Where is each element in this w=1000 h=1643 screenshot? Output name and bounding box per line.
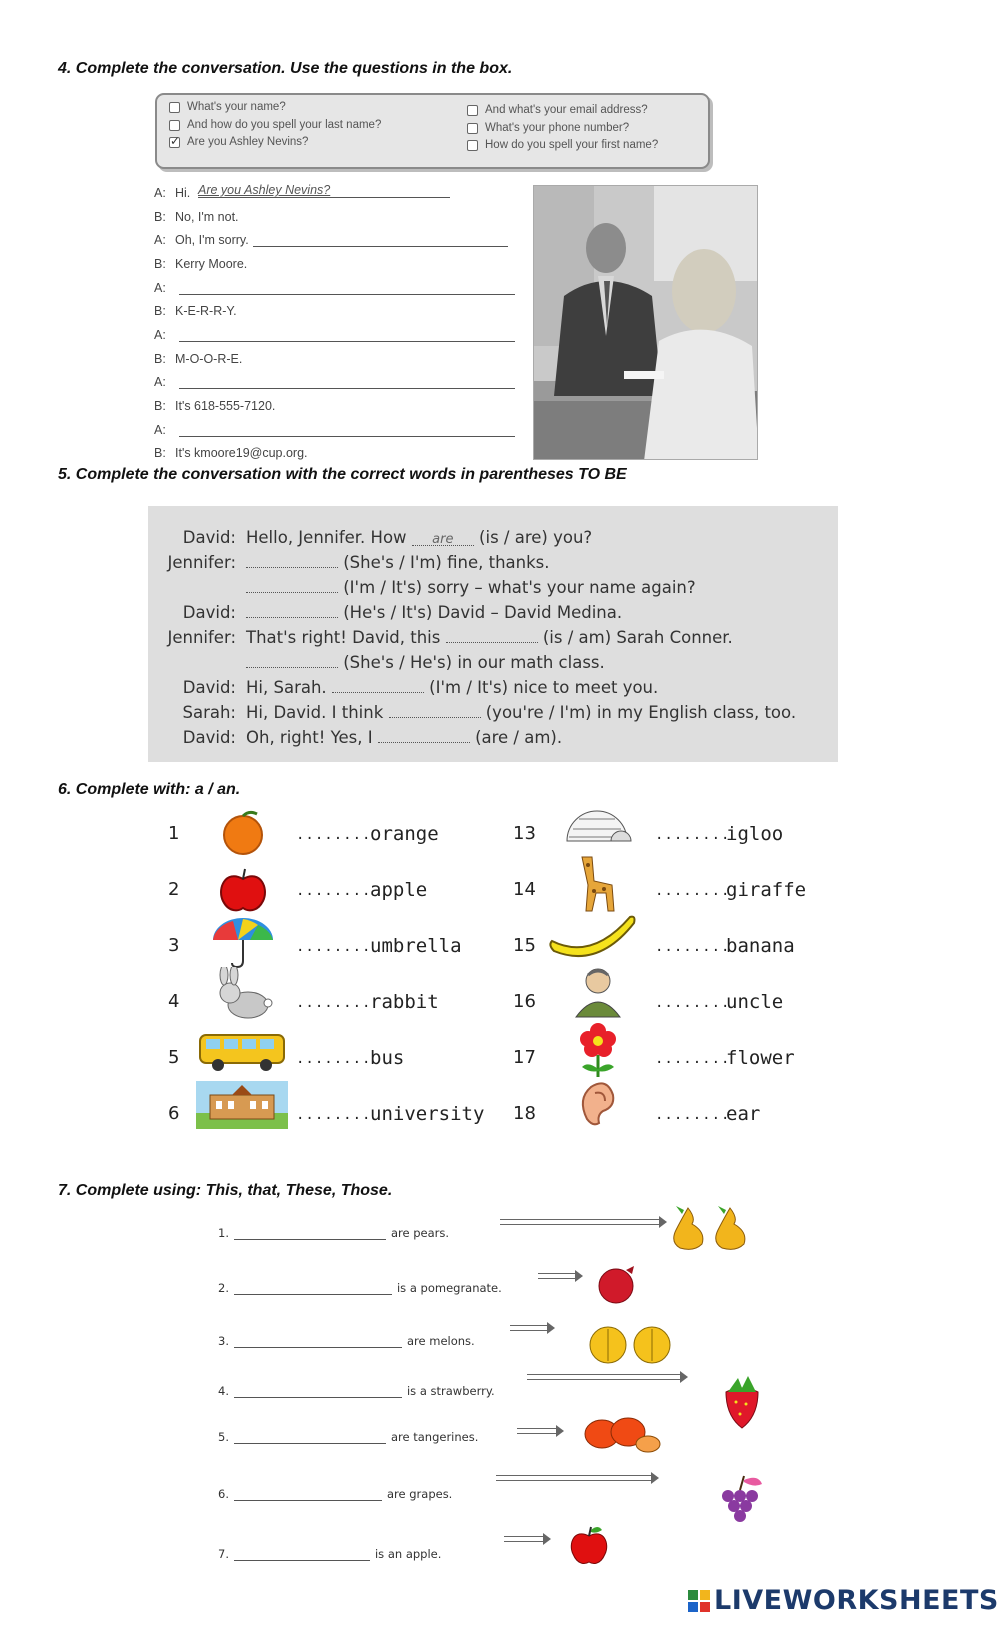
section-6-heading: 6. Complete with: a / an. — [58, 781, 241, 798]
answer-blank[interactable] — [446, 629, 538, 643]
answer-blank[interactable] — [179, 425, 515, 437]
conversation-line: B: M-O-O-R-E. — [154, 352, 243, 366]
arrow — [517, 1428, 557, 1434]
answer-blank[interactable] — [253, 235, 508, 247]
questions-box — [155, 93, 710, 169]
pomegranate-icon — [590, 1262, 646, 1306]
rabbit-icon — [210, 967, 276, 1023]
liveworksheets-logo-icon — [688, 1590, 710, 1612]
checkbox[interactable] — [169, 120, 180, 131]
answer-blank[interactable]: ........ — [655, 1107, 731, 1123]
a-an-exercise: 1 ........ orange 2 ........ apple 3 ........ umbrella 4 ........ rabbit 5 ........ bus 6 ........ university 13 ........ igloo 14 ........ giraffe 15 ........ banana 16 ........ uncle 17 ........ flower 18 ........ ear — [148, 805, 848, 1160]
list-item: 2. is a pomegranate. — [218, 1281, 502, 1295]
answer-blank[interactable]: ........ — [296, 827, 372, 843]
checkbox[interactable] — [169, 102, 180, 113]
conversation-line: B: It's 618-555-7120. — [154, 399, 276, 413]
igloo-icon — [563, 803, 633, 847]
answer-blank[interactable] — [234, 1490, 382, 1501]
question-option[interactable]: What's your name? — [169, 101, 286, 113]
answer-blank[interactable]: ........ — [655, 939, 731, 955]
university-icon — [196, 1081, 288, 1129]
answer-blank[interactable]: ........ — [296, 883, 372, 899]
arrow — [538, 1273, 576, 1279]
arrow — [510, 1325, 548, 1331]
banana-icon — [548, 911, 638, 961]
liveworksheets-logo: LIVEWORKSHEETS — [688, 1585, 999, 1616]
arrow — [527, 1374, 681, 1380]
question-option[interactable]: And how do you spell your last name? — [169, 119, 381, 131]
answer-blank[interactable]: are — [412, 532, 474, 546]
bus-icon — [196, 1029, 288, 1073]
checkbox[interactable] — [467, 105, 478, 116]
conversation-line: B: No, I'm not. — [154, 210, 239, 224]
conversation-line: A: — [154, 281, 515, 295]
checkbox[interactable] — [467, 140, 478, 151]
list-item: 6. are grapes. — [218, 1487, 453, 1501]
section-4-heading: 4. Complete the conversation. Use the questions in the box. — [58, 60, 513, 77]
example-answer: Are you Ashley Nevins? — [198, 183, 450, 198]
answer-blank[interactable] — [234, 1433, 386, 1444]
apple-icon — [213, 865, 273, 915]
answer-blank[interactable] — [246, 604, 338, 618]
list-item: 3. are melons. — [218, 1334, 475, 1348]
answer-blank[interactable] — [234, 1387, 402, 1398]
answer-blank[interactable]: ........ — [655, 1051, 731, 1067]
office-photo — [533, 185, 758, 460]
answer-blank[interactable]: ........ — [655, 995, 731, 1011]
grapes-icon — [714, 1472, 770, 1530]
conversation-line: A: — [154, 423, 515, 437]
conversation-line: A: Hi. — [154, 186, 191, 200]
answer-blank[interactable] — [234, 1550, 370, 1561]
answer-blank[interactable] — [179, 330, 515, 342]
conversation-line: A: — [154, 328, 515, 342]
conversation-line: B: Kerry Moore. — [154, 257, 248, 271]
conversation-line: A: Oh, I'm sorry. — [154, 233, 508, 247]
conversation-line: B: K-E-R-R-Y. — [154, 304, 237, 318]
answer-blank[interactable] — [246, 654, 338, 668]
umbrella-icon — [208, 915, 278, 970]
answer-blank[interactable] — [234, 1229, 386, 1240]
conversation-line: A: — [154, 375, 515, 389]
pears-icon — [668, 1204, 768, 1252]
conversation-line: B: It's kmoore19@cup.org. — [154, 446, 308, 460]
list-item: 1. are pears. — [218, 1226, 450, 1240]
question-option[interactable]: What's your phone number? — [467, 122, 629, 134]
answer-blank[interactable] — [332, 679, 424, 693]
tangerines-icon — [582, 1414, 672, 1456]
ear-icon — [573, 1079, 623, 1129]
answer-blank[interactable] — [179, 283, 515, 295]
checkbox[interactable] — [467, 123, 478, 134]
checkbox-checked[interactable] — [169, 137, 180, 148]
answer-blank[interactable]: ........ — [655, 883, 731, 899]
uncle-icon — [568, 965, 628, 1021]
answer-blank[interactable] — [246, 554, 338, 568]
list-item: 5. are tangerines. — [218, 1430, 479, 1444]
flower-icon — [568, 1021, 628, 1079]
arrow — [496, 1475, 652, 1481]
answer-blank[interactable] — [179, 377, 515, 389]
question-option[interactable]: ✓ Are you Ashley Nevins? — [169, 136, 308, 148]
answer-blank[interactable]: ........ — [296, 939, 372, 955]
answer-blank[interactable] — [246, 579, 338, 593]
arrow — [504, 1536, 544, 1542]
answer-blank[interactable]: ........ — [655, 827, 731, 843]
question-option[interactable]: How do you spell your first name? — [467, 139, 658, 151]
apple-icon — [566, 1524, 612, 1570]
list-item: 4. is a strawberry. — [218, 1384, 495, 1398]
question-option[interactable]: And what's your email address? — [467, 104, 648, 116]
section-7-heading: 7. Complete using: This, that, These, Those. — [58, 1182, 393, 1199]
answer-blank[interactable]: ........ — [296, 995, 372, 1011]
answer-blank[interactable] — [378, 729, 470, 743]
answer-blank[interactable]: ........ — [296, 1051, 372, 1067]
answer-blank[interactable]: ........ — [296, 1107, 372, 1123]
orange-icon — [213, 809, 273, 857]
answer-blank[interactable] — [389, 704, 481, 718]
answer-blank[interactable] — [234, 1284, 392, 1295]
giraffe-icon — [568, 851, 628, 915]
strawberry-icon — [718, 1372, 768, 1432]
dialogue-panel: David: Hello, Jennifer. How are (is / are) you? Jennifer: (She's / I'm) fine, thanks. (I'm / It's) sorry – what's your name again? David: (He's / It's) David – David Medina. Jennifer: That's right! David, this (is / am) Sarah Conner. (She's / He's) in our math class. David: Hi, Sarah. (I'm / It's) nice to meet you. Sarah: Hi, David. I think (you're / I'm) in my English class, too. David: Oh, right! Yes, I (are / am). — [148, 506, 838, 762]
section-5-heading: 5. Complete the conversation with the correct words in parentheses TO BE — [58, 466, 627, 483]
arrow — [500, 1219, 660, 1225]
list-item: 7. is an apple. — [218, 1547, 442, 1561]
answer-blank[interactable] — [234, 1337, 402, 1348]
melons-icon — [586, 1323, 686, 1365]
